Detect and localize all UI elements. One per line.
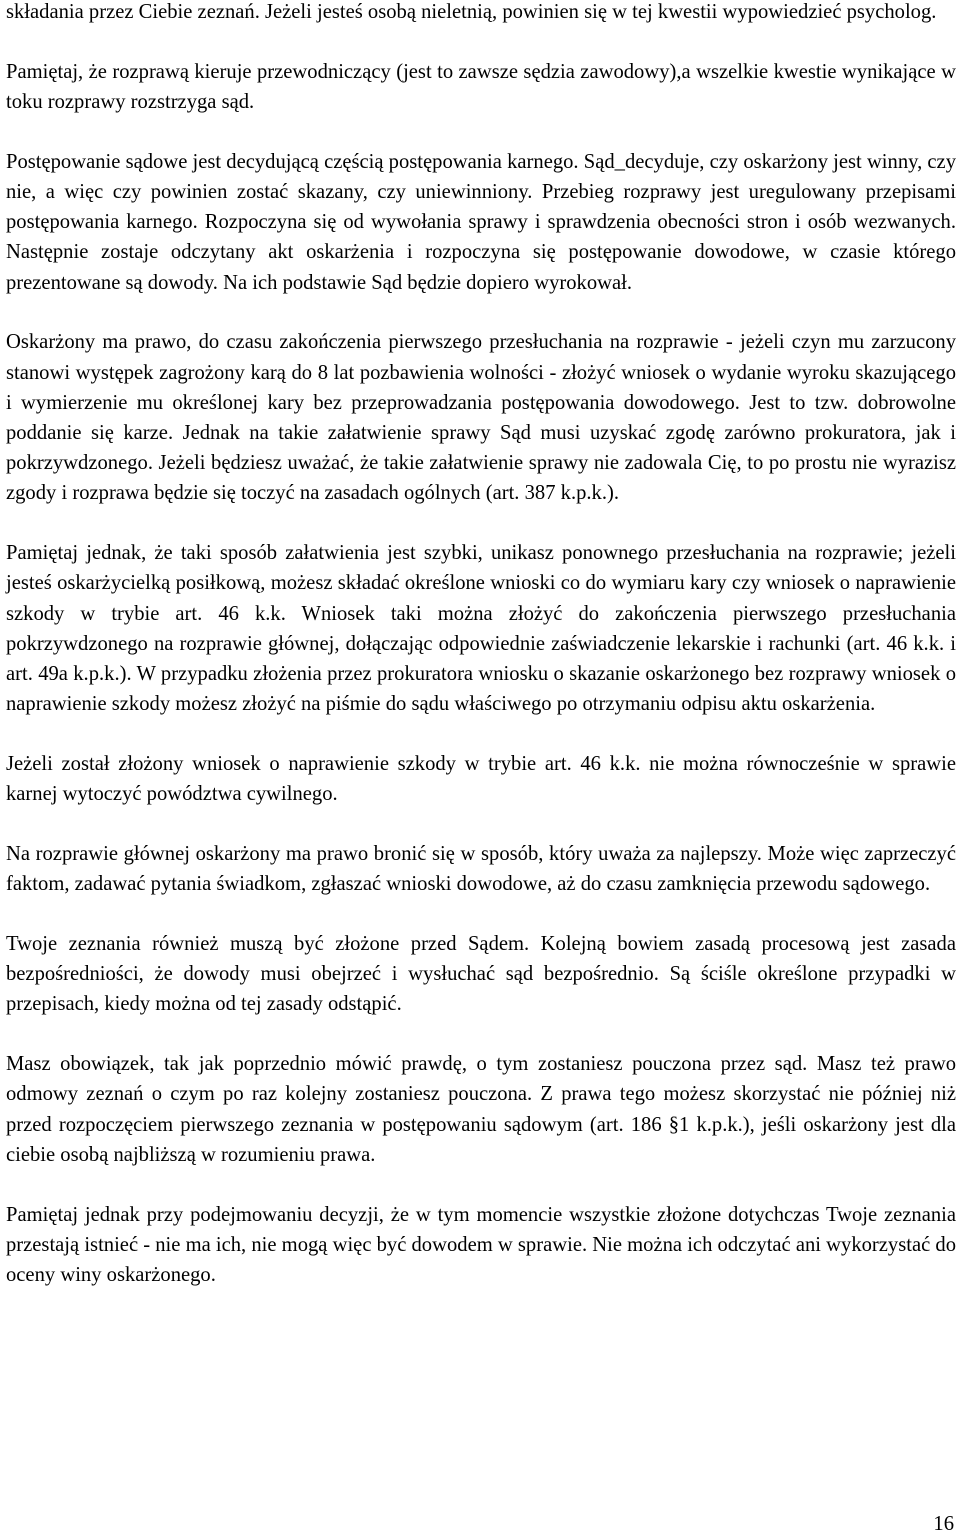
document-page [6, 0, 956, 1290]
page-number: 16 [933, 1513, 954, 1535]
paragraph-defendant-rights: Na rozprawie głównej oskarżony ma prawo bronić się w sposób, który uważa za najlepszy. Może więc zaprzeczyć faktom, zadawać pytania świadkom, zgłaszać wnioski dowodowe, aż do czasu zamknięcia przewodu sądowego. [6, 843, 956, 896]
paragraph-remember-however: Pamiętaj jednak, że taki sposób załatwienia jest szybki, unikasz ponownego przesłuchania na rozprawie; jeżeli jesteś oskarżycielką posiłkową, możesz składać określone wnioski co do wymiaru kary czy wniosek o naprawienie szkody w trybie art. 46 k.k. Wniosek taki można złożyć do zakończenia pierwszego przesłuchania pokrzywdzonego na rozprawie głównej, dołączając odpowiednie zaświadczenie lekarskie i rachunki (art. 46 k.k. i art. 49a k.p.k.). W przypadku złożenia przez prokuratora wniosku o skazanie oskarżonego bez rozprawy wniosek o naprawienie szkody możesz złożyć na piśmie do sądu właściwego po otrzymaniu odpisu aktu oskarżenia. [6, 542, 956, 716]
paragraph-voluntary-submission: Oskarżony ma prawo, do czasu zakończenia pierwszego przesłuchania na rozprawie - jeżeli czyn mu zarzucony stanowi występek zagrożony karą do 8 lat pozbawienia wolności - złożyć wniosek o wydanie wyroku skazującego i wymierzenie mu określonej kary bez przeprowadzania postępowania dowodowego. Jest to tzw. dobrowolne poddanie się karze. Jednak na takie załatwienie sprawy Sąd musi uzyskać zgodę zarówno prokuratora, jak i pokrzywdzonego. Jeżeli będziesz uważać, że takie załatwienie sprawy nie zadowala Cię, to po prostu nie wyrazisz zgody i rozprawa będzie się toczyć na zasadach ogólnych (art. 387 k.p.k.). [6, 331, 956, 505]
paragraph-court-proceedings: Postępowanie sądowe jest decydującą częścią postępowania karnego. Sąd_decyduje, czy oskarżony jest winny, czy nie, a więc czy powinien zostać skazany, czy uniewinniony. Przebieg rozprawy jest uregulowany przepisami postępowania karnego. Rozpoczyna się od wywołania sprawy i sprawdzenia obecności stron i osób wezwanych. Następnie zostaje odczytany akt oskarżenia i rozpoczyna się postępowanie dowodowe, w czasie którego prezentowane są dowody. Na ich podstawie Sąd będzie dopiero wyrokował. [6, 150, 956, 294]
paragraph-decision-warning: Pamiętaj jednak przy podejmowaniu decyzji, że w tym momencie wszystkie złożone dotychczas Twoje zeznania przestają istnieć - nie ma ich, nie mogą więc być dowodem w sprawie. Nie można ich odczytać ani wykorzystać do oceny winy oskarżonego. [6, 1203, 956, 1287]
paragraph-presiding-judge: Pamiętaj, że rozprawą kieruje przewodniczący (jest to zawsze sędzia zawodowy),a wszelkie kwestie wynikające w toku rozprawy rozstrzyga sąd. [6, 60, 956, 113]
paragraph-psychologist: składania przez Ciebie zeznań. Jeżeli jesteś osobą nieletnią, powinien się w tej kwestii wypowiedzieć psycholog. [6, 1, 937, 23]
paragraph-testimony-directness: Twoje zeznania również muszą być złożone przed Sądem. Kolejną bowiem zasadą procesową jest zasada bezpośredniości, że dowody musi obejrzeć i wysłuchać sąd bezpośrednio. Są ściśle określone przypadki w przepisach, kiedy można od tej zasady odstąpić. [6, 933, 956, 1016]
paragraph-damage-redress: Jeżeli został złożony wniosek o naprawienie szkody w trybie art. 46 k.k. nie można równocześnie w sprawie karnej wytoczyć powództwa cywilnego. [6, 753, 956, 806]
paragraph-duty-truth: Masz obowiązek, tak jak poprzednio mówić prawdę, o tym zostaniesz pouczona przez sąd. Masz też prawo odmowy zeznań o czym po raz kolejny zostaniesz pouczona. Z prawa tego możesz skorzystać nie później niż przed rozpoczęciem pierwszego zeznania w postępowaniu sądowym (art. 186 §1 k.p.k.), jeśli oskarżony jest dla ciebie osobą najbliższą w rozumieniu prawa. [6, 1053, 956, 1166]
